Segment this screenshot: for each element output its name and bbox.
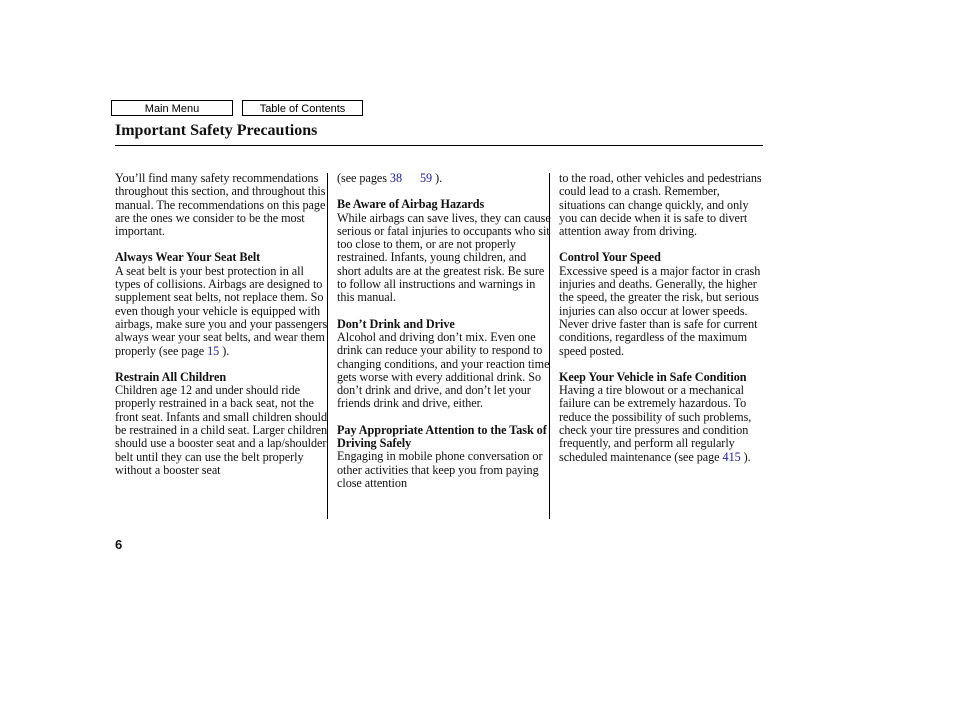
seatbelt-end: ).	[222, 343, 230, 358]
vehicle-paragraph	[559, 384, 765, 464]
column-2	[337, 172, 551, 503]
drink-paragraph: Alcohol and driving don’t mix. Even one drink can reduce your ability to respond to changing conditions, and your reaction time gets worse with every additional drink. So don’t drink and drive, and don’t let your friends drink and drive, either.	[337, 329, 550, 411]
column-1	[115, 172, 329, 490]
seatbelt-heading: Always Wear Your Seat Belt	[115, 250, 261, 265]
page-number: 6	[115, 537, 123, 552]
page-title: Important Safety Precautions	[115, 122, 318, 139]
column-3	[559, 172, 765, 477]
main-menu-button[interactable]: Main Menu	[111, 100, 233, 116]
vehicle-text: Having a tire blowout or a mechanical failure can be extremely hazardous. To reduce the possibility of such problems, check your tire pressures and condition frequently, and perform all regularly scheduled maintenance (see page	[559, 383, 752, 464]
drink-heading: Don’t Drink and Drive	[337, 316, 455, 331]
attention-paragraph: Engaging in mobile phone conversation or other activities that keep you from paying close attention	[337, 449, 543, 490]
attention-heading: Pay Appropriate Attention to the Task of Driving Safely	[337, 422, 547, 451]
vehicle-end: ).	[743, 449, 751, 464]
column-divider	[327, 173, 328, 519]
seatbelt-paragraph	[115, 265, 329, 358]
column-divider	[549, 173, 550, 519]
see-pages-paragraph	[337, 172, 551, 185]
see-pages-end: ).	[435, 171, 443, 185]
page-link-15[interactable]: 15	[207, 343, 220, 358]
title-rule	[115, 145, 763, 146]
table-of-contents-button[interactable]: Table of Contents	[242, 100, 363, 116]
vehicle-heading: Keep Your Vehicle in Safe Condition	[559, 369, 747, 384]
speed-heading: Control Your Speed	[559, 250, 661, 265]
page-link-59[interactable]: 59	[420, 171, 433, 185]
page-link-415[interactable]: 415	[722, 449, 741, 464]
page-link-38[interactable]: 38	[389, 171, 403, 185]
speed-paragraph: Excessive speed is a major factor in crash injuries and deaths. Generally, the higher the speed, the greater the risk, but serious injuries can also occur at lower speeds. Never drive faster than is safe for current conditions, regardless of the maximum speed posted.	[559, 263, 761, 358]
airbag-heading: Be Aware of Airbag Hazards	[337, 197, 485, 212]
see-pages-text: (see pages	[337, 171, 387, 185]
intro-paragraph: You’ll find many safety recommendations throughout this section, and throughout this manual. The recommendations on this page are the ones we consider to be the most important.	[115, 171, 326, 239]
continued-paragraph: to the road, other vehicles and pedestrians could lead to a crash. Remember, situations can change quickly, and only you can decide when it is safe to divert attention away from driving.	[559, 171, 762, 239]
children-paragraph: Children age 12 and under should ride properly restrained in a back seat, not the front seat. Infants and small children should be restrained in a child seat. Larger children should use a booster seat and a lap/shoulder belt until they can use the belt properly without a booster seat	[115, 383, 328, 477]
airbag-paragraph: While airbags can save lives, they can cause serious or fatal injuries to occupants who sit too close to them, or are not properly restrained. Infants, young children, and short adults are at the greatest risk. Be sure to follow all instructions and warnings in this manual.	[337, 210, 551, 305]
seatbelt-text: A seat belt is your best protection in all types of collisions. Airbags are designed to supplement seat belts, not replace them. So even though your vehicle is equipped with airbags, make sure you and your passengers always wear your seat belts, and wear them properly (see page	[115, 263, 328, 358]
children-heading: Restrain All Children	[115, 369, 227, 384]
